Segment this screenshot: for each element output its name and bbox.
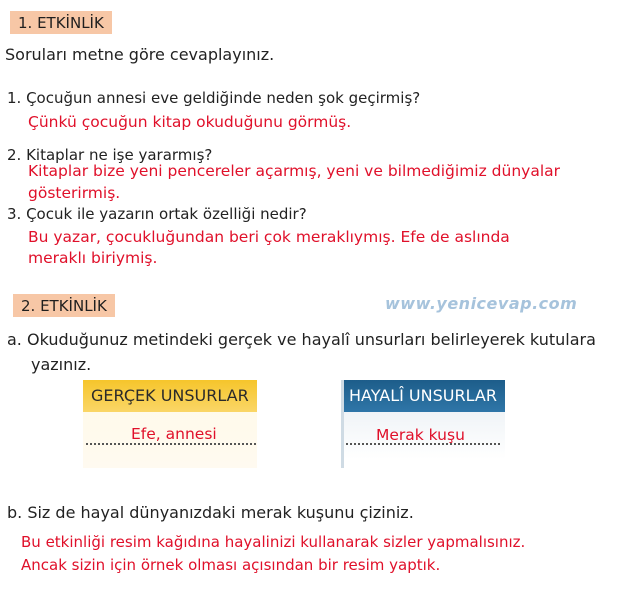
question-3: 3. Çocuk ile yazarın ortak özelliği nedir?: [7, 205, 307, 223]
site-watermark: www.yenicevap.com: [385, 294, 578, 313]
real-elements-answer: Efe, annesi: [131, 425, 217, 443]
answer-2-line-1: Kitaplar bize yeni pencereler açarmış, yeni ve bilmediğimiz dünyalar: [28, 162, 561, 180]
question-1: 1. Çocuğun annesi eve geldiğinde neden şok geçirmiş?: [7, 89, 421, 107]
activity-2-tag: 2. ETKİNLİK: [13, 294, 115, 317]
real-elements-dotted-line: [86, 443, 256, 445]
dream-elements-header: HAYALÎ UNSURLAR: [344, 380, 505, 412]
dream-elements-dotted-line: [346, 443, 500, 445]
answer-2-line-2: gösterirmiş.: [28, 184, 121, 202]
dream-elements-answer: Merak kuşu: [376, 426, 465, 444]
activity-1-tag: 1. ETKİNLİK: [10, 11, 112, 34]
question-2: 2. Kitaplar ne işe yararmış?: [7, 146, 213, 164]
question-b: b. Siz de hayal dünyanızdaki merak kuşunu çiziniz.: [7, 503, 414, 522]
question-a-line-1: a. Okuduğunuz metindeki gerçek ve hayalî unsurları belirleyerek kutulara: [7, 330, 596, 349]
real-elements-header: GERÇEK UNSURLAR: [83, 380, 257, 412]
answer-3-line-1: Bu yazar, çocukluğundan beri çok meraklıymış. Efe de aslında: [28, 228, 510, 246]
real-elements-box: [83, 380, 257, 468]
question-a-line-2: yazınız.: [31, 355, 92, 374]
answer-1: Çünkü çocuğun kitap okuduğunu görmüş.: [28, 113, 352, 131]
answer-b-line-1: Bu etkinliği resim kağıdına hayalinizi kullanarak sizler yapmalısınız.: [21, 533, 526, 551]
answer-3-line-2: meraklı biriymiş.: [28, 249, 158, 267]
instruction-text: Soruları metne göre cevaplayınız.: [5, 45, 275, 64]
dream-elements-box: [341, 380, 505, 468]
answer-b-line-2: Ancak sizin için örnek olması açısından bir resim yaptık.: [21, 556, 441, 574]
